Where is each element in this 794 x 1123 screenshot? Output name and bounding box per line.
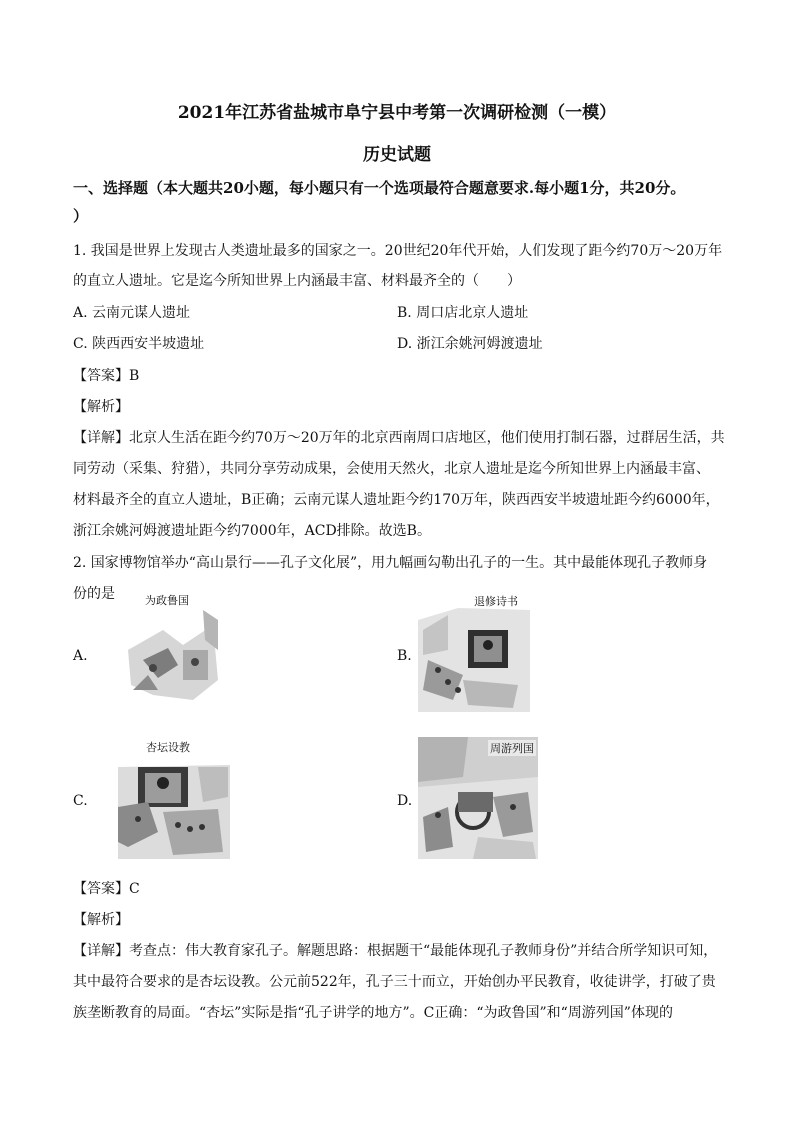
q1-option-d: D. 浙江余姚河姆渡遗址: [397, 336, 543, 352]
q1-detail-line4: 浙江余姚河姆渡遗址距今约7000年，ACD排除。故选B。: [73, 523, 431, 539]
q1-stem-cont: 的直立人遗址。它是迄今所知世界上内涵最丰富、材料最齐全的（ ）: [73, 273, 521, 289]
q1-analysis-label: 【解析】: [73, 399, 129, 415]
q2-label-c: C.: [73, 793, 88, 809]
q2-label-b: B.: [397, 648, 412, 664]
q2-caption-a: 为政鲁国: [145, 594, 189, 607]
q1-stem: 1. 我国是世界上发现古人类遗址最多的国家之一。20世纪20年代开始，人们发现了距今约70万～20万年: [73, 243, 723, 259]
q1-detail-line2: 同劳动（采集、狩猎），共同分享劳动成果，会使用天然火，北京人遗址是迄今所知世界上内涵最丰富、: [73, 461, 710, 477]
q2-detail: 【详解】考查点：伟大教育家孔子。解题思路：根据题干“最能体现孔子教师身份”并结合所学知识可知，: [73, 943, 718, 959]
q1-option-b: B. 周口店北京人遗址: [397, 305, 529, 321]
q1-detail-line3: 材料最齐全的直立人遗址，B正确；云南元谋人遗址距今约170万年，陕西西安半坡遗址距今约6000年，: [73, 492, 720, 508]
q1-option-c: C. 陕西西安半坡遗址: [73, 336, 205, 352]
document-title: 2021年江苏省盐城市阜宁县中考第一次调研检测（一模）: [177, 103, 617, 123]
document-subtitle: 历史试题: [363, 145, 431, 165]
q1-option-a: A. 云南元谋人遗址: [73, 305, 191, 321]
q2-answer: 【答案】C: [73, 881, 140, 897]
q2-analysis-label: 【解析】: [73, 912, 129, 928]
q1-detail: 【详解】北京人生活在距今约70万～20万年的北京西南周口店地区，他们使用打制石器，过群居生活，共: [73, 430, 725, 446]
q2-caption-c: 杏坛设教: [146, 741, 190, 754]
q2-detail-line3: 族垄断教育的局面。“杏坛”实际是指“孔子讲学的地方”。C正确：“为政鲁国”和“周游列国”体现的: [73, 1005, 673, 1021]
section-heading-cont: ）: [73, 207, 89, 225]
q2-label-a: A.: [73, 648, 88, 664]
q2-image-c: [118, 737, 230, 859]
q2-caption-d: 周游列国: [490, 742, 534, 755]
q2-image-b: [418, 590, 530, 712]
q2-label-d: D.: [397, 793, 413, 809]
q2-image-a: [123, 590, 223, 710]
section-heading: 一、选择题（本大题共20小题，每小题只有一个选项最符合题意要求.每小题1分，共20分。: [73, 179, 686, 197]
q2-image-d: [418, 737, 538, 859]
q2-detail-line2: 其中最符合要求的是杏坛设教。公元前522年，孔子三十而立，开始创办平民教育，收徒讲学，打破了贵: [73, 974, 716, 990]
q2-stem-cont: 份的是: [73, 586, 115, 602]
q2-stem: 2. 国家博物馆举办“高山景行——孔子文化展”，用九幅画勾勒出孔子的一生。其中最能体现孔子教师身: [73, 555, 708, 571]
q1-answer: 【答案】B: [73, 368, 140, 384]
q2-caption-b: 退修诗书: [474, 595, 518, 608]
